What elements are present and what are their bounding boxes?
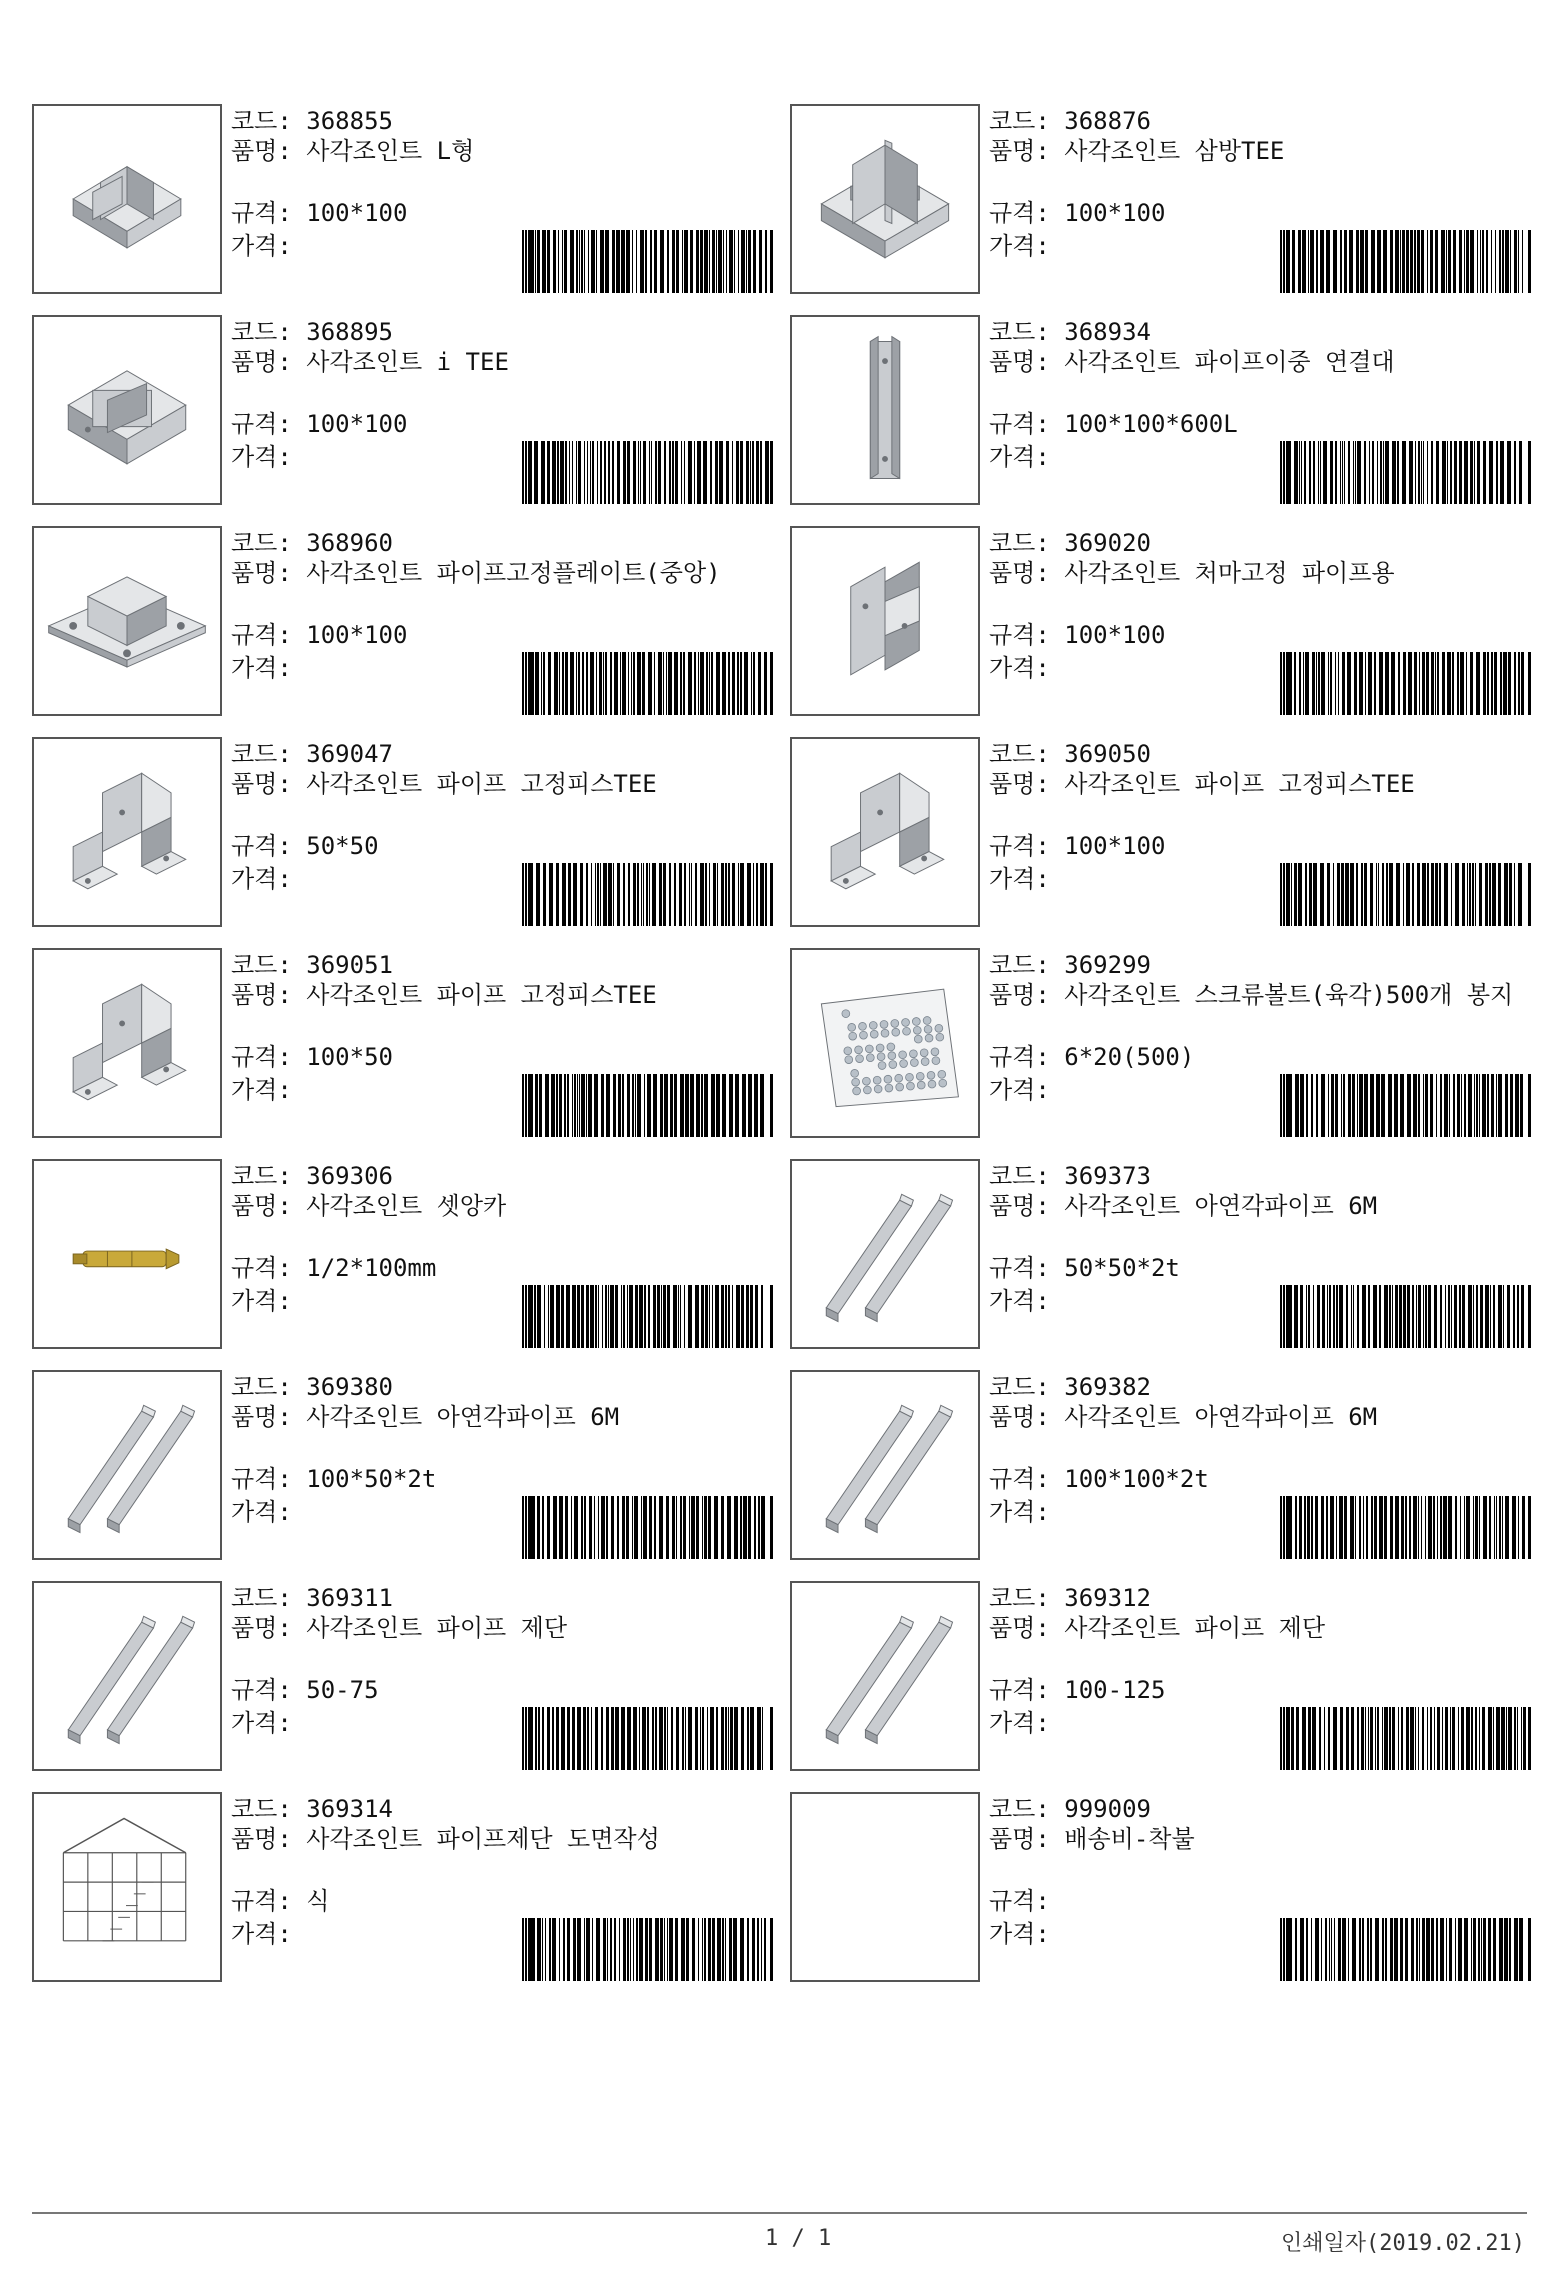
product-name: 품명: 사각조인트 아연각파이프 6M: [989, 1193, 1534, 1219]
product-code: 코드: 999009: [989, 1795, 1151, 1823]
product-spec: 규격: 100*100: [989, 832, 1166, 860]
product-spec-value: 6*20(500): [1064, 1043, 1195, 1071]
product-item: [32, 1581, 775, 1771]
product-image: [790, 1159, 980, 1349]
product-name-value: 사각조인트 파이프 제단: [306, 1614, 568, 1642]
product-price: 가격:: [989, 1076, 1050, 1104]
product-code: 코드: 369047: [231, 740, 393, 768]
product-price: 가격:: [989, 1709, 1050, 1737]
footer-divider: [32, 2212, 1527, 2214]
product-code: 코드: 369020: [989, 529, 1151, 557]
product-item: [790, 948, 1533, 1138]
product-item: [32, 1792, 775, 1982]
connector-bar-icon: [792, 317, 978, 503]
product-name: 품명: 사각조인트 삼방TEE: [989, 138, 1534, 164]
product-item: [790, 1581, 1533, 1771]
u-bracket-icon: [34, 739, 220, 925]
product-code-value: 369373: [1064, 1162, 1151, 1190]
product-code-value: 369311: [306, 1584, 393, 1612]
barcode: [522, 1074, 774, 1137]
product-name-value: 사각조인트 i TEE: [306, 348, 509, 376]
product-image: [32, 1370, 222, 1560]
product-name-value: 사각조인트 아연각파이프 6M: [1064, 1192, 1378, 1220]
product-spec: 규격: 100*50*2t: [231, 1465, 437, 1493]
product-code: 코드: 369312: [989, 1584, 1151, 1612]
product-price: 가격:: [231, 443, 292, 471]
product-code-value: 369382: [1064, 1373, 1151, 1401]
product-code-value: 368895: [306, 318, 393, 346]
product-image: [32, 104, 222, 294]
l-joint-icon: [34, 106, 220, 292]
anchor-bolt-icon: [34, 1161, 220, 1347]
product-spec-value: 100*100: [306, 621, 408, 649]
product-image: [790, 1581, 980, 1771]
product-name-value: 사각조인트 스크류볼트(육각)500개 봉지: [1064, 981, 1514, 1009]
product-spec: 규격: 100*100: [989, 621, 1166, 649]
product-name: 품명: 사각조인트 파이프이중 연결대: [989, 349, 1534, 375]
product-code: 코드: 369306: [231, 1162, 393, 1190]
product-code-value: 368876: [1064, 107, 1151, 135]
product-image: [790, 526, 980, 716]
product-spec: 규격: 6*20(500): [989, 1043, 1195, 1071]
frame-drawing-icon: [34, 1794, 220, 1980]
product-item: [790, 104, 1533, 294]
product-spec-value: 50*50: [306, 832, 379, 860]
product-spec: 규격: 100*100: [231, 410, 408, 438]
product-code: 코드: 368895: [231, 318, 393, 346]
product-name: 품명: 사각조인트 L형: [231, 138, 776, 164]
product-name: 품명: 사각조인트 스크류볼트(육각)500개 봉지: [989, 982, 1534, 1008]
product-image: [790, 315, 980, 505]
product-spec: 규격: 100-125: [989, 1676, 1166, 1704]
product-spec-value: 100*100: [1064, 621, 1166, 649]
product-spec-value: 100*50*2t: [306, 1465, 437, 1493]
product-name-value: 사각조인트 삼방TEE: [1064, 137, 1285, 165]
barcode: [1280, 863, 1532, 926]
product-spec-value: 50-75: [306, 1676, 379, 1704]
square-pipe-icon: [792, 1372, 978, 1558]
barcode: [1280, 1285, 1532, 1348]
product-code-value: 368934: [1064, 318, 1151, 346]
product-image: [32, 1159, 222, 1349]
product-item: [32, 315, 775, 505]
barcode: [522, 1918, 774, 1981]
product-code-value: 369020: [1064, 529, 1151, 557]
product-name-value: 사각조인트 파이프 고정피스TEE: [306, 981, 657, 1009]
product-spec: 규격: 50*50: [231, 832, 379, 860]
product-spec: 규격: 100*100*600L: [989, 410, 1238, 438]
product-spec: 규격: 50-75: [231, 1676, 379, 1704]
product-code-value: 369314: [306, 1795, 393, 1823]
product-name-value: 사각조인트 아연각파이프 6M: [1064, 1403, 1378, 1431]
product-code: 코드: 369051: [231, 951, 393, 979]
product-item: [790, 526, 1533, 716]
product-code-value: 369299: [1064, 951, 1151, 979]
product-spec: 규격: 100*100: [989, 199, 1166, 227]
square-pipe-icon: [792, 1161, 978, 1347]
product-name: 품명: 사각조인트 아연각파이프 6M: [989, 1404, 1534, 1430]
product-code-value: 369380: [306, 1373, 393, 1401]
product-price: 가격:: [231, 865, 292, 893]
product-code-value: 369050: [1064, 740, 1151, 768]
barcode: [522, 863, 774, 926]
product-name: 품명: 사각조인트 파이프 제단: [231, 1615, 776, 1641]
product-code: 코드: 369050: [989, 740, 1151, 768]
product-image: [790, 948, 980, 1138]
product-image: [32, 1792, 222, 1982]
screw-bag-icon: [792, 950, 978, 1136]
product-price: 가격:: [989, 232, 1050, 260]
product-spec-value: 1/2*100mm: [306, 1254, 437, 1282]
barcode: [1280, 1496, 1532, 1559]
barcode: [522, 1496, 774, 1559]
product-price: 가격:: [231, 1920, 292, 1948]
i-tee-joint-icon: [34, 317, 220, 503]
product-spec-value: 100-125: [1064, 1676, 1166, 1704]
product-name: 품명: 사각조인트 파이프 제단: [989, 1615, 1534, 1641]
product-price: 가격:: [989, 654, 1050, 682]
product-name-value: 사각조인트 L형: [306, 137, 475, 165]
product-code: 코드: 368934: [989, 318, 1151, 346]
product-spec: 규격: 100*100*2t: [989, 1465, 1209, 1493]
page-number: 1 / 1: [765, 2226, 832, 2251]
barcode: [1280, 230, 1532, 293]
product-image: [790, 1792, 980, 1982]
product-code: 코드: 368855: [231, 107, 393, 135]
product-name: 품명: 사각조인트 i TEE: [231, 349, 776, 375]
barcode: [1280, 441, 1532, 504]
square-pipe-icon: [34, 1372, 220, 1558]
product-item: [32, 1370, 775, 1560]
square-pipe-icon: [34, 1583, 220, 1769]
product-name: 품명: 사각조인트 파이프 고정피스TEE: [989, 771, 1534, 797]
product-item: [790, 1159, 1533, 1349]
u-bracket-icon: [34, 950, 220, 1136]
product-item: [32, 1159, 775, 1349]
product-image: [790, 737, 980, 927]
product-name: 품명: 사각조인트 아연각파이프 6M: [231, 1404, 776, 1430]
square-pipe-icon: [792, 1583, 978, 1769]
tee-joint-icon: [792, 106, 978, 292]
product-name: 품명: 배송비-착불: [989, 1826, 1534, 1852]
product-item: [32, 104, 775, 294]
barcode: [1280, 1918, 1532, 1981]
product-item: [32, 737, 775, 927]
product-name-value: 사각조인트 아연각파이프 6M: [306, 1403, 620, 1431]
product-code: 코드: 369373: [989, 1162, 1151, 1190]
barcode: [1280, 1074, 1532, 1137]
product-code: 코드: 368960: [231, 529, 393, 557]
product-spec-value: 100*100: [306, 410, 408, 438]
product-code-value: 369312: [1064, 1584, 1151, 1612]
barcode: [1280, 652, 1532, 715]
product-spec-value: 100*50: [306, 1043, 393, 1071]
product-price: 가격:: [989, 1498, 1050, 1526]
product-name: 품명: 사각조인트 파이프 고정피스TEE: [231, 771, 776, 797]
product-image: [32, 737, 222, 927]
product-code-value: 369306: [306, 1162, 393, 1190]
product-image: [790, 104, 980, 294]
print-date: 인쇄일자(2019.02.21): [1281, 2231, 1525, 2256]
product-spec-value: 100*100*2t: [1064, 1465, 1209, 1493]
product-code-value: 369047: [306, 740, 393, 768]
product-name-value: 사각조인트 파이프제단 도면작성: [306, 1825, 660, 1853]
product-name-value: 사각조인트 파이프고정플레이트(중앙): [306, 559, 721, 587]
product-code: 코드: 368876: [989, 107, 1151, 135]
product-item: [32, 526, 775, 716]
eave-bracket-icon: [792, 528, 978, 714]
barcode: [522, 441, 774, 504]
product-image: [32, 315, 222, 505]
product-code: 코드: 369299: [989, 951, 1151, 979]
product-price: 가격:: [231, 232, 292, 260]
barcode: [522, 1285, 774, 1348]
product-name: 품명: 사각조인트 셋앙카: [231, 1193, 776, 1219]
product-image: [32, 948, 222, 1138]
product-price: 가격:: [231, 654, 292, 682]
product-item: [790, 1370, 1533, 1560]
product-price: 가격:: [231, 1709, 292, 1737]
product-item: [790, 315, 1533, 505]
product-name: 품명: 사각조인트 파이프 고정피스TEE: [231, 982, 776, 1008]
product-price: 가격:: [231, 1076, 292, 1104]
product-name-value: 배송비-착불: [1064, 1825, 1195, 1853]
product-spec: 규격: 100*100: [231, 199, 408, 227]
u-bracket-icon: [792, 739, 978, 925]
product-name-value: 사각조인트 파이프 고정피스TEE: [1064, 770, 1415, 798]
product-spec: 규격: 식: [231, 1887, 330, 1915]
base-plate-icon: [34, 528, 220, 714]
product-name: 품명: 사각조인트 파이프제단 도면작성: [231, 1826, 776, 1852]
barcode: [1280, 1707, 1532, 1770]
product-code: 코드: 369380: [231, 1373, 393, 1401]
product-price: 가격:: [231, 1287, 292, 1315]
product-item: [790, 737, 1533, 927]
product-name-value: 사각조인트 파이프 제단: [1064, 1614, 1326, 1642]
barcode: [522, 652, 774, 715]
product-spec-value: 50*50*2t: [1064, 1254, 1180, 1282]
product-price: 가격:: [989, 865, 1050, 893]
product-image: [32, 526, 222, 716]
product-item: [790, 1792, 1533, 1982]
product-spec: 규격: 1/2*100mm: [231, 1254, 437, 1282]
product-code-value: 368855: [306, 107, 393, 135]
product-code-value: 368960: [306, 529, 393, 557]
product-item: [32, 948, 775, 1138]
product-spec-value: 식: [306, 1887, 330, 1915]
product-code: 코드: 369314: [231, 1795, 393, 1823]
barcode: [522, 1707, 774, 1770]
product-name-value: 사각조인트 파이프이중 연결대: [1064, 348, 1395, 376]
product-price: 가격:: [231, 1498, 292, 1526]
product-image: [790, 1370, 980, 1560]
product-spec: 규격: 50*50*2t: [989, 1254, 1180, 1282]
product-spec-value: 100*100*600L: [1064, 410, 1238, 438]
product-code-value: 369051: [306, 951, 393, 979]
product-spec: 규격:: [989, 1887, 1050, 1915]
product-image: [32, 1581, 222, 1771]
product-name: 품명: 사각조인트 처마고정 파이프용: [989, 560, 1534, 586]
product-spec: 규격: 100*100: [231, 621, 408, 649]
product-spec-value: 100*100: [1064, 832, 1166, 860]
product-price: 가격:: [989, 443, 1050, 471]
product-code: 코드: 369382: [989, 1373, 1151, 1401]
product-price: 가격:: [989, 1287, 1050, 1315]
product-name-value: 사각조인트 셋앙카: [306, 1192, 507, 1220]
product-spec: 규격: 100*50: [231, 1043, 393, 1071]
product-spec-value: 100*100: [306, 199, 408, 227]
product-spec-value: 100*100: [1064, 199, 1166, 227]
product-price: 가격:: [989, 1920, 1050, 1948]
barcode: [522, 230, 774, 293]
product-name-value: 사각조인트 처마고정 파이프용: [1064, 559, 1395, 587]
product-code-value: 999009: [1064, 1795, 1151, 1823]
product-name: 품명: 사각조인트 파이프고정플레이트(중앙): [231, 560, 776, 586]
product-code: 코드: 369311: [231, 1584, 393, 1612]
product-name-value: 사각조인트 파이프 고정피스TEE: [306, 770, 657, 798]
